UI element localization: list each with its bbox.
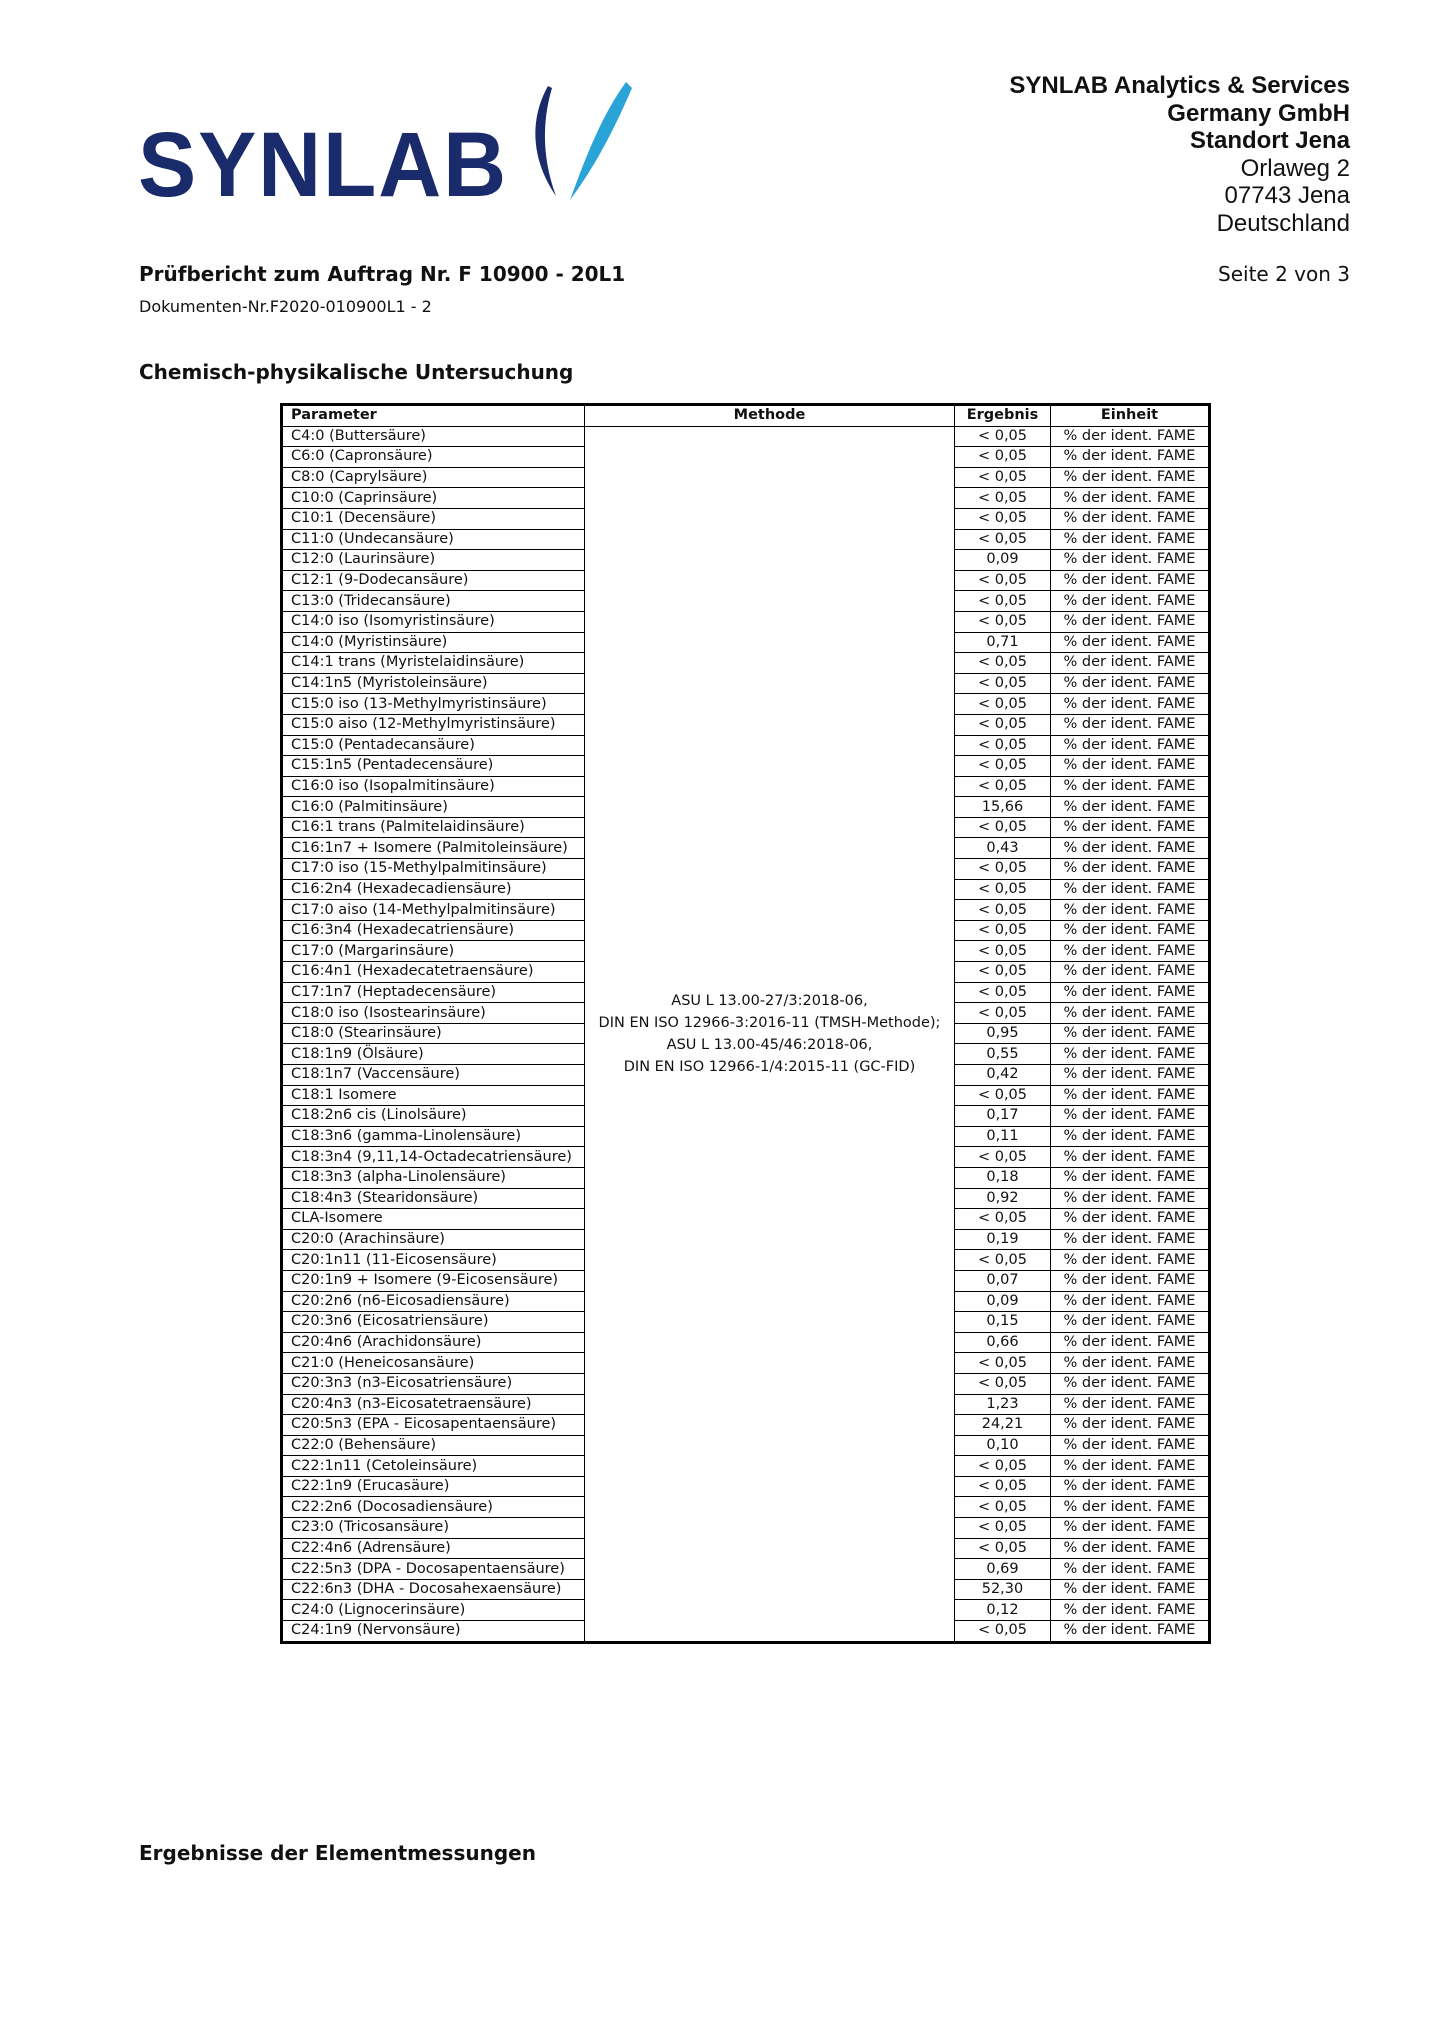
parameter-cell: C13:0 (Tridecansäure) <box>282 591 585 612</box>
result-cell: < 0,05 <box>955 1621 1051 1643</box>
result-cell: < 0,05 <box>955 879 1051 900</box>
unit-cell: % der ident. FAME <box>1051 1312 1210 1333</box>
parameter-cell: C17:1n7 (Heptadecensäure) <box>282 982 585 1003</box>
parameter-cell: C16:0 (Palmitinsäure) <box>282 797 585 818</box>
method-line: ASU L 13.00-45/46:2018-06, <box>666 1036 873 1053</box>
unit-cell: % der ident. FAME <box>1051 714 1210 735</box>
unit-cell: % der ident. FAME <box>1051 591 1210 612</box>
unit-cell: % der ident. FAME <box>1051 941 1210 962</box>
unit-cell: % der ident. FAME <box>1051 1435 1210 1456</box>
parameter-cell: C22:1n9 (Erucasäure) <box>282 1476 585 1497</box>
unit-cell: % der ident. FAME <box>1051 508 1210 529</box>
parameter-cell: C16:1n7 + Isomere (Palmitoleinsäure) <box>282 838 585 859</box>
unit-cell: % der ident. FAME <box>1051 1373 1210 1394</box>
unit-cell: % der ident. FAME <box>1051 1209 1210 1230</box>
parameter-cell: CLA-Isomere <box>282 1209 585 1230</box>
parameter-cell: C17:0 iso (15-Methylpalmitinsäure) <box>282 859 585 880</box>
unit-cell: % der ident. FAME <box>1051 1085 1210 1106</box>
parameter-cell: C10:1 (Decensäure) <box>282 508 585 529</box>
document-number: Dokumenten-Nr.F2020-010900L1 - 2 <box>139 297 432 316</box>
result-cell: 0,10 <box>955 1435 1051 1456</box>
unit-cell: % der ident. FAME <box>1051 488 1210 509</box>
result-cell: 0,55 <box>955 1044 1051 1065</box>
parameter-cell: C20:3n3 (n3-Eicosatriensäure) <box>282 1373 585 1394</box>
parameter-cell: C20:5n3 (EPA - Eicosapentaensäure) <box>282 1415 585 1436</box>
result-cell: 0,43 <box>955 838 1051 859</box>
parameter-cell: C18:1n7 (Vaccensäure) <box>282 1065 585 1086</box>
parameter-cell: C18:4n3 (Stearidonsäure) <box>282 1188 585 1209</box>
result-cell: 0,07 <box>955 1270 1051 1291</box>
result-cell: < 0,05 <box>955 920 1051 941</box>
result-cell: < 0,05 <box>955 591 1051 612</box>
parameter-cell: C11:0 (Undecansäure) <box>282 529 585 550</box>
unit-cell: % der ident. FAME <box>1051 1270 1210 1291</box>
result-cell: < 0,05 <box>955 1518 1051 1539</box>
company-street: Orlaweg 2 <box>1240 154 1350 182</box>
result-cell: < 0,05 <box>955 426 1051 447</box>
parameter-cell: C20:4n6 (Arachidonsäure) <box>282 1332 585 1353</box>
unit-cell: % der ident. FAME <box>1051 632 1210 653</box>
parameter-cell: C20:0 (Arachinsäure) <box>282 1229 585 1250</box>
result-cell: < 0,05 <box>955 488 1051 509</box>
unit-cell: % der ident. FAME <box>1051 1621 1210 1643</box>
result-cell: < 0,05 <box>955 1373 1051 1394</box>
parameter-cell: C22:4n6 (Adrensäure) <box>282 1538 585 1559</box>
table-header-row <box>282 405 1210 427</box>
parameter-cell: C15:0 iso (13-Methylmyristinsäure) <box>282 694 585 715</box>
company-address <box>1009 72 1350 237</box>
parameter-cell: C16:1 trans (Palmitelaidinsäure) <box>282 817 585 838</box>
report-title: Prüfbericht zum Auftrag Nr. F 10900 - 20L1 <box>139 262 626 286</box>
result-cell: 0,17 <box>955 1106 1051 1127</box>
parameter-cell: C15:0 aiso (12-Methylmyristinsäure) <box>282 714 585 735</box>
section-title-elements: Ergebnisse der Elementmessungen <box>139 1841 536 1865</box>
parameter-cell: C6:0 (Capronsäure) <box>282 447 585 468</box>
unit-cell: % der ident. FAME <box>1051 735 1210 756</box>
header-parameter: Parameter <box>282 405 585 427</box>
parameter-cell: C16:0 iso (Isopalmitinsäure) <box>282 776 585 797</box>
result-cell: < 0,05 <box>955 1209 1051 1230</box>
parameter-cell: C16:4n1 (Hexadecatetraensäure) <box>282 962 585 983</box>
result-cell: < 0,05 <box>955 508 1051 529</box>
parameter-cell: C14:1n5 (Myristoleinsäure) <box>282 673 585 694</box>
unit-cell: % der ident. FAME <box>1051 1229 1210 1250</box>
parameter-cell: C16:2n4 (Hexadecadiensäure) <box>282 879 585 900</box>
parameter-cell: C20:1n11 (11-Eicosensäure) <box>282 1250 585 1271</box>
unit-cell: % der ident. FAME <box>1051 467 1210 488</box>
result-cell: < 0,05 <box>955 694 1051 715</box>
result-cell: 0,42 <box>955 1065 1051 1086</box>
unit-cell: % der ident. FAME <box>1051 859 1210 880</box>
synlab-logo-graphic <box>138 78 638 208</box>
parameter-cell: C21:0 (Heneicosansäure) <box>282 1353 585 1374</box>
unit-cell: % der ident. FAME <box>1051 920 1210 941</box>
unit-cell: % der ident. FAME <box>1051 1415 1210 1436</box>
company-site: Standort Jena <box>1189 127 1350 154</box>
unit-cell: % der ident. FAME <box>1051 797 1210 818</box>
parameter-cell: C4:0 (Buttersäure) <box>282 426 585 447</box>
result-cell: 1,23 <box>955 1394 1051 1415</box>
parameter-cell: C18:2n6 cis (Linolsäure) <box>282 1106 585 1127</box>
result-cell: < 0,05 <box>955 982 1051 1003</box>
result-cell: 0,19 <box>955 1229 1051 1250</box>
unit-cell: % der ident. FAME <box>1051 900 1210 921</box>
result-cell: < 0,05 <box>955 653 1051 674</box>
unit-cell: % der ident. FAME <box>1051 1250 1210 1271</box>
section-title-chemical: Chemisch-physikalische Untersuchung <box>139 360 574 384</box>
company-name-line2: Germany GmbH <box>1167 99 1350 127</box>
parameter-cell: C10:0 (Caprinsäure) <box>282 488 585 509</box>
unit-cell: % der ident. FAME <box>1051 611 1210 632</box>
parameter-cell: C14:0 (Myristinsäure) <box>282 632 585 653</box>
unit-cell: % der ident. FAME <box>1051 1106 1210 1127</box>
parameter-cell: C15:1n5 (Pentadecensäure) <box>282 756 585 777</box>
parameter-cell: C18:3n3 (alpha-Linolensäure) <box>282 1167 585 1188</box>
parameter-cell: C18:1n9 (Ölsäure) <box>282 1044 585 1065</box>
unit-cell: % der ident. FAME <box>1051 1559 1210 1580</box>
logo-swoosh-dark <box>535 86 556 196</box>
unit-cell: % der ident. FAME <box>1051 1044 1210 1065</box>
unit-cell: % der ident. FAME <box>1051 1538 1210 1559</box>
unit-cell: % der ident. FAME <box>1051 776 1210 797</box>
parameter-cell: C18:0 iso (Isostearinsäure) <box>282 1003 585 1024</box>
parameter-cell: C14:0 iso (Isomyristinsäure) <box>282 611 585 632</box>
result-cell: 0,71 <box>955 632 1051 653</box>
unit-cell: % der ident. FAME <box>1051 1003 1210 1024</box>
unit-cell: % der ident. FAME <box>1051 756 1210 777</box>
result-cell: < 0,05 <box>955 447 1051 468</box>
result-cell: 52,30 <box>955 1579 1051 1600</box>
result-cell: < 0,05 <box>955 962 1051 983</box>
result-cell: < 0,05 <box>955 1353 1051 1374</box>
result-cell: < 0,05 <box>955 776 1051 797</box>
result-cell: < 0,05 <box>955 467 1051 488</box>
unit-cell: % der ident. FAME <box>1051 1167 1210 1188</box>
logo-wordmark-bold: SYNLAB <box>138 114 508 208</box>
result-cell: 0,95 <box>955 1023 1051 1044</box>
unit-cell: % der ident. FAME <box>1051 1332 1210 1353</box>
result-cell: < 0,05 <box>955 756 1051 777</box>
results-body <box>282 426 1210 1642</box>
company-country: Deutschland <box>1216 209 1350 237</box>
result-cell: < 0,05 <box>955 900 1051 921</box>
parameter-cell: C18:0 (Stearinsäure) <box>282 1023 585 1044</box>
parameter-cell: C24:0 (Lignocerinsäure) <box>282 1600 585 1621</box>
result-cell: < 0,05 <box>955 714 1051 735</box>
unit-cell: % der ident. FAME <box>1051 1497 1210 1518</box>
unit-cell: % der ident. FAME <box>1051 1353 1210 1374</box>
company-city: 07743 Jena <box>1224 182 1350 209</box>
results-table <box>280 403 1211 1644</box>
result-cell: < 0,05 <box>955 1497 1051 1518</box>
result-cell: < 0,05 <box>955 1456 1051 1477</box>
result-cell: 0,66 <box>955 1332 1051 1353</box>
result-cell: < 0,05 <box>955 529 1051 550</box>
unit-cell: % der ident. FAME <box>1051 962 1210 983</box>
result-cell: 24,21 <box>955 1415 1051 1436</box>
parameter-cell: C15:0 (Pentadecansäure) <box>282 735 585 756</box>
unit-cell: % der ident. FAME <box>1051 673 1210 694</box>
parameter-cell: C22:2n6 (Docosadiensäure) <box>282 1497 585 1518</box>
result-cell: < 0,05 <box>955 941 1051 962</box>
result-cell: 0,09 <box>955 1291 1051 1312</box>
unit-cell: % der ident. FAME <box>1051 1456 1210 1477</box>
method-line: DIN EN ISO 12966-3:2016-11 (TMSH-Methode); <box>598 1014 941 1031</box>
result-cell: 0,12 <box>955 1600 1051 1621</box>
result-cell: < 0,05 <box>955 1250 1051 1271</box>
method-cell <box>585 426 955 1642</box>
result-cell: < 0,05 <box>955 611 1051 632</box>
parameter-cell: C23:0 (Tricosansäure) <box>282 1518 585 1539</box>
table-row <box>282 426 1210 447</box>
unit-cell: % der ident. FAME <box>1051 1065 1210 1086</box>
result-cell: < 0,05 <box>955 1003 1051 1024</box>
unit-cell: % der ident. FAME <box>1051 982 1210 1003</box>
result-cell: 0,18 <box>955 1167 1051 1188</box>
page-number: Seite 2 von 3 <box>1218 262 1350 286</box>
parameter-cell: C12:1 (9-Dodecansäure) <box>282 570 585 591</box>
result-cell: < 0,05 <box>955 1147 1051 1168</box>
unit-cell: % der ident. FAME <box>1051 426 1210 447</box>
unit-cell: % der ident. FAME <box>1051 1147 1210 1168</box>
unit-cell: % der ident. FAME <box>1051 838 1210 859</box>
result-cell: < 0,05 <box>955 570 1051 591</box>
result-cell: < 0,05 <box>955 735 1051 756</box>
unit-cell: % der ident. FAME <box>1051 550 1210 571</box>
logo-swoosh-light <box>570 82 632 200</box>
unit-cell: % der ident. FAME <box>1051 447 1210 468</box>
parameter-cell: C17:0 (Margarinsäure) <box>282 941 585 962</box>
result-cell: < 0,05 <box>955 817 1051 838</box>
result-cell: 0,69 <box>955 1559 1051 1580</box>
unit-cell: % der ident. FAME <box>1051 1394 1210 1415</box>
parameter-cell: C8:0 (Caprylsäure) <box>282 467 585 488</box>
parameter-cell: C22:0 (Behensäure) <box>282 1435 585 1456</box>
result-cell: < 0,05 <box>955 859 1051 880</box>
unit-cell: % der ident. FAME <box>1051 570 1210 591</box>
parameter-cell: C16:3n4 (Hexadecatriensäure) <box>282 920 585 941</box>
method-line: DIN EN ISO 12966-1/4:2015-11 (GC-FID) <box>623 1058 916 1075</box>
result-cell: < 0,05 <box>955 1476 1051 1497</box>
parameter-cell: C18:3n6 (gamma-Linolensäure) <box>282 1126 585 1147</box>
unit-cell: % der ident. FAME <box>1051 1023 1210 1044</box>
parameter-cell: C14:1 trans (Myristelaidinsäure) <box>282 653 585 674</box>
unit-cell: % der ident. FAME <box>1051 1291 1210 1312</box>
unit-cell: % der ident. FAME <box>1051 653 1210 674</box>
parameter-cell: C18:3n4 (9,11,14-Octadecatriensäure) <box>282 1147 585 1168</box>
result-cell: 15,66 <box>955 797 1051 818</box>
unit-cell: % der ident. FAME <box>1051 1579 1210 1600</box>
result-cell: < 0,05 <box>955 1538 1051 1559</box>
parameter-cell: C24:1n9 (Nervonsäure) <box>282 1621 585 1643</box>
parameter-cell: C20:1n9 + Isomere (9-Eicosensäure) <box>282 1270 585 1291</box>
method-line: ASU L 13.00-27/3:2018-06, <box>671 992 868 1009</box>
parameter-cell: C12:0 (Laurinsäure) <box>282 550 585 571</box>
result-cell: 0,09 <box>955 550 1051 571</box>
unit-cell: % der ident. FAME <box>1051 694 1210 715</box>
parameter-cell: C18:1 Isomere <box>282 1085 585 1106</box>
result-cell: 0,11 <box>955 1126 1051 1147</box>
company-name-line1: SYNLAB Analytics & Services <box>1009 72 1350 99</box>
result-cell: 0,92 <box>955 1188 1051 1209</box>
header-unit: Einheit <box>1051 405 1210 427</box>
unit-cell: % der ident. FAME <box>1051 529 1210 550</box>
header-result: Ergebnis <box>955 405 1051 427</box>
parameter-cell: C22:5n3 (DPA - Docosapentaensäure) <box>282 1559 585 1580</box>
parameter-cell: C20:2n6 (n6-Eicosadiensäure) <box>282 1291 585 1312</box>
unit-cell: % der ident. FAME <box>1051 817 1210 838</box>
result-cell: < 0,05 <box>955 1085 1051 1106</box>
unit-cell: % der ident. FAME <box>1051 1600 1210 1621</box>
parameter-cell: C22:1n11 (Cetoleinsäure) <box>282 1456 585 1477</box>
result-cell: < 0,05 <box>955 673 1051 694</box>
unit-cell: % der ident. FAME <box>1051 1126 1210 1147</box>
unit-cell: % der ident. FAME <box>1051 879 1210 900</box>
header-method: Methode <box>585 405 955 427</box>
unit-cell: % der ident. FAME <box>1051 1476 1210 1497</box>
parameter-cell: C17:0 aiso (14-Methylpalmitinsäure) <box>282 900 585 921</box>
parameter-cell: C20:3n6 (Eicosatriensäure) <box>282 1312 585 1333</box>
result-cell: 0,15 <box>955 1312 1051 1333</box>
unit-cell: % der ident. FAME <box>1051 1188 1210 1209</box>
synlab-logo <box>138 78 638 208</box>
parameter-cell: C20:4n3 (n3-Eicosatetraensäure) <box>282 1394 585 1415</box>
parameter-cell: C22:6n3 (DHA - Docosahexaensäure) <box>282 1579 585 1600</box>
unit-cell: % der ident. FAME <box>1051 1518 1210 1539</box>
